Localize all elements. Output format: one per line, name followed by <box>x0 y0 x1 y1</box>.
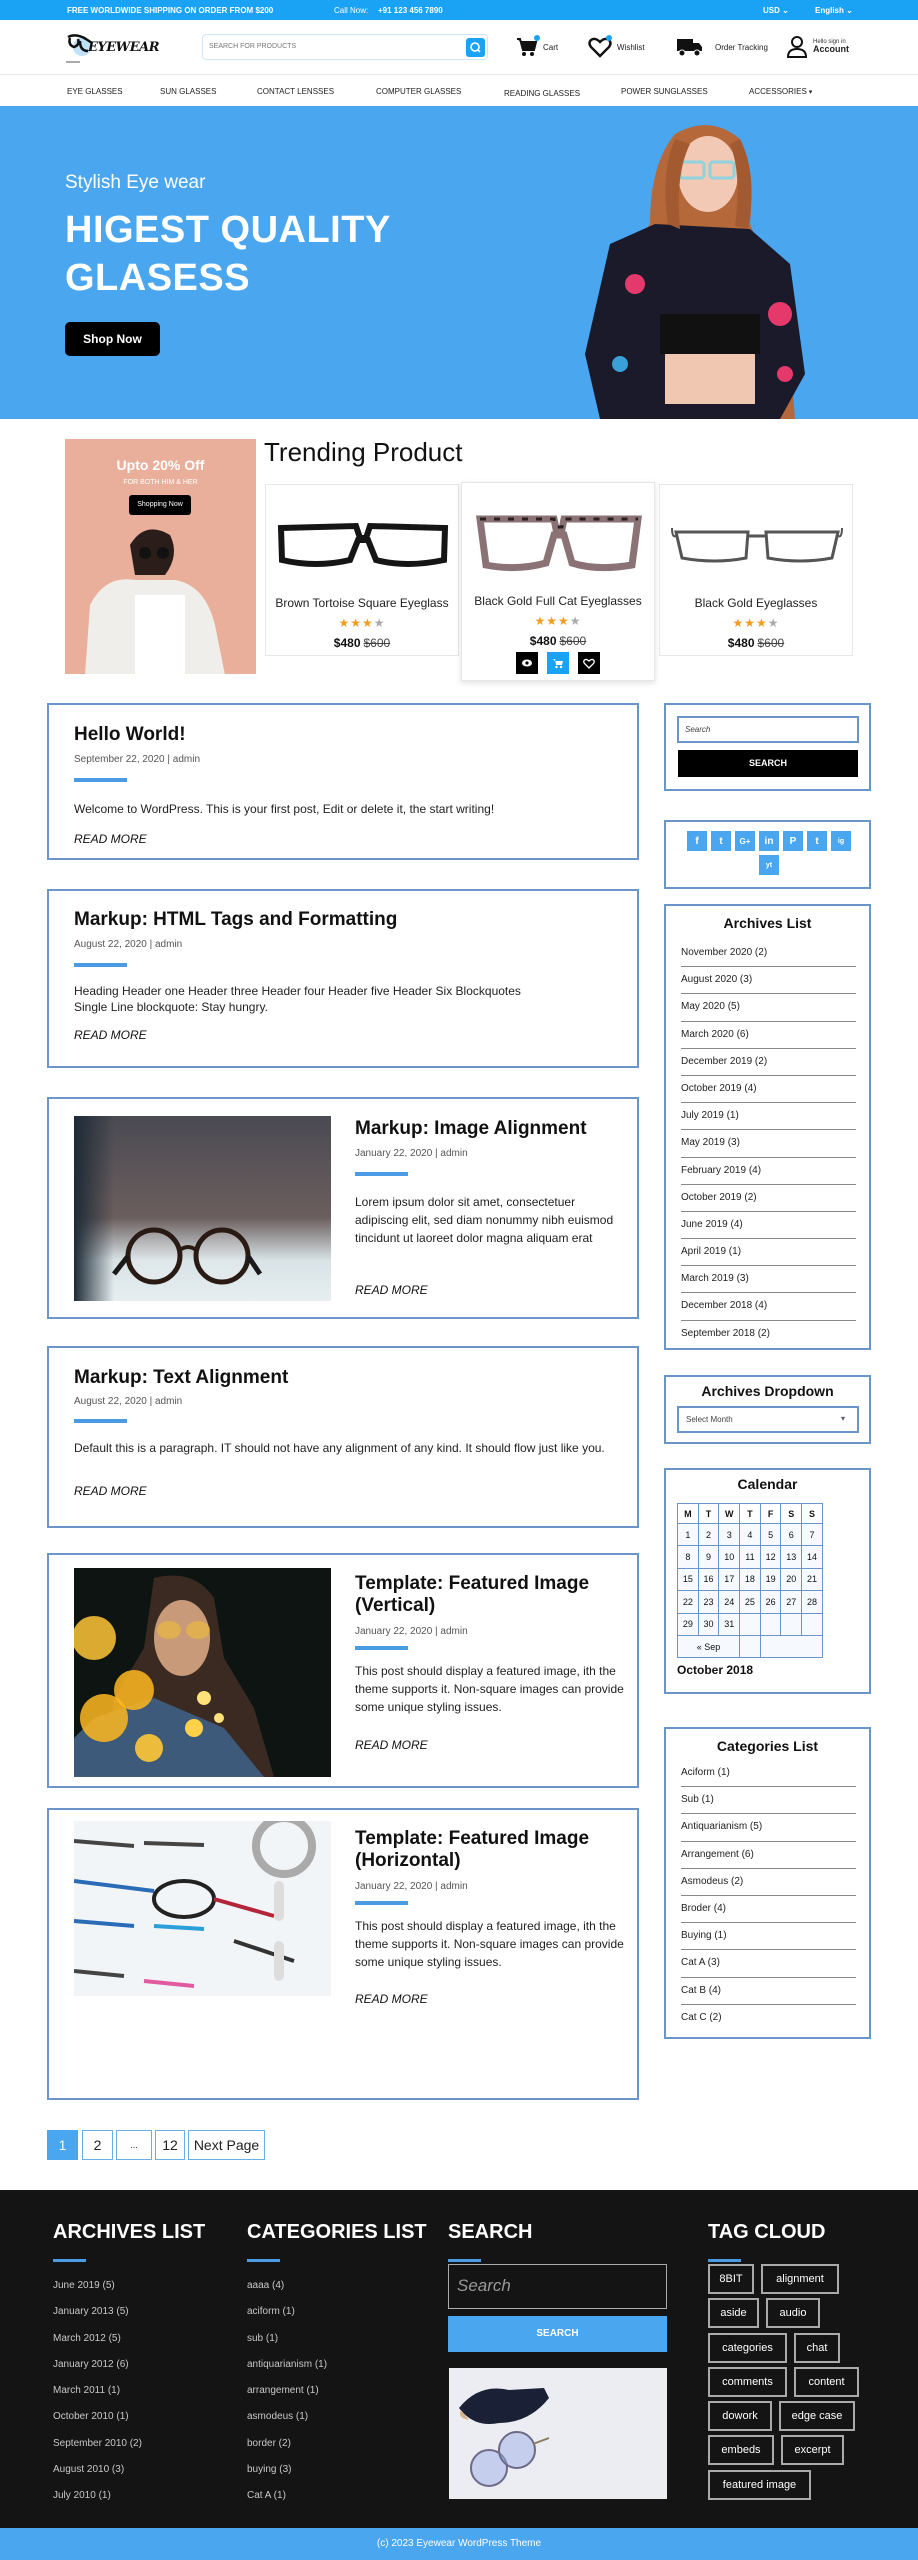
calendar-prev-link[interactable]: « Sep <box>678 1635 740 1657</box>
top-bar <box>0 0 918 20</box>
footer-archives-title: ARCHIVES LIST <box>53 2221 206 2243</box>
title-underline <box>74 1419 127 1423</box>
pinterest-icon[interactable]: P <box>783 831 803 851</box>
nav-computer-glasses[interactable]: COMPUTER GLASSES <box>376 87 462 96</box>
nav-contact-lenses[interactable]: CONTACT LENSSES <box>257 87 335 96</box>
nav-power-sunglasses[interactable]: POWER SUNGLASSES <box>621 87 708 96</box>
calendar-table: M T W T F S S 1 2 3 4 5 6 7 8 9 10 11 12 13 14 15 16 17 18 19 20 21 22 23 24 25 26 27 28 29 30 31 « Sep <box>677 1503 823 1658</box>
category-link[interactable]: sub (1) <box>247 2332 279 2344</box>
blog-post <box>47 1808 639 2100</box>
category-link[interactable]: aciform (1) <box>247 2306 295 2318</box>
title-underline <box>53 2259 86 2262</box>
footer-search-input[interactable]: Search <box>448 2264 667 2309</box>
product-card[interactable]: Black Gold Full Cat Eyeglasses ★★★★ $480 $600 <box>461 482 655 681</box>
page-12-button[interactable]: 12 <box>155 2130 185 2160</box>
sunglasses-image <box>449 2368 667 2499</box>
shop-now-button[interactable]: Shop Now <box>65 322 160 356</box>
archive-link[interactable]: September 2010 (2) <box>53 2437 142 2449</box>
product-image-cat-eye-glasses <box>472 505 646 575</box>
user-icon <box>786 35 808 59</box>
title-underline <box>355 1646 408 1650</box>
nav-sun-glasses[interactable]: SUN GLASSES <box>160 87 217 96</box>
nav-reading-glasses[interactable]: READING GLASSES <box>504 89 581 98</box>
chevron-down-icon: ▾ <box>806 89 813 96</box>
blog-post <box>47 703 639 860</box>
post-title[interactable]: Template: Featured Image (Horizontal) <box>355 1828 590 1871</box>
tag-link[interactable]: alignment <box>761 2264 839 2294</box>
post-meta: January 22, 2020 | admin <box>355 1626 468 1637</box>
main-nav <box>0 76 918 106</box>
promo-banner[interactable] <box>65 439 256 674</box>
tumblr-icon[interactable]: t <box>807 831 827 851</box>
heart-icon <box>583 658 595 669</box>
hero-model-image <box>580 114 810 419</box>
archive-link[interactable]: May 2020 (5) <box>681 994 856 1021</box>
tag-link[interactable]: excerpt <box>781 2435 844 2465</box>
archive-link[interactable]: April 2019 (1) <box>681 1239 856 1266</box>
tag-link[interactable]: edge case <box>779 2401 855 2431</box>
product-search-input[interactable]: SEARCH FOR PRODUCTS <box>202 34 488 60</box>
tag-link[interactable]: content <box>794 2367 859 2397</box>
archive-link[interactable]: May 2019 (3) <box>681 1130 856 1157</box>
category-link[interactable]: Antiquarianism (5) <box>681 1814 856 1841</box>
cart-badge <box>534 35 540 41</box>
header <box>0 20 918 75</box>
archive-link[interactable]: October 2010 (1) <box>53 2411 129 2423</box>
page-1-button[interactable]: 1 <box>47 2130 78 2160</box>
category-link[interactable]: Cat C (2) <box>681 2011 722 2023</box>
account-link[interactable]: Hello sign in Account <box>786 34 849 60</box>
logo[interactable]: EYEWEAR <box>66 33 156 63</box>
add-to-cart-button[interactable] <box>547 652 569 674</box>
title-underline <box>74 778 127 782</box>
category-link[interactable]: aaaa (4) <box>247 2280 285 2291</box>
post-title[interactable]: Markup: HTML Tags and Formatting <box>74 909 398 930</box>
shipping-notice: FREE WORLDWIDE SHIPPING ON ORDER FROM $200 <box>67 6 274 15</box>
archive-link[interactable]: March 2019 (3) <box>681 1266 856 1293</box>
woman-with-lights-image <box>74 1568 331 1777</box>
archive-link[interactable]: January 2012 (6) <box>53 2358 129 2370</box>
category-link[interactable]: buying (3) <box>247 2464 292 2476</box>
page-2-button[interactable]: 2 <box>82 2130 113 2160</box>
copyright-bar: (c) 2023 Eyewear WordPress Theme <box>0 2528 918 2560</box>
categories-widget <box>664 1727 871 2039</box>
archive-link[interactable]: December 2019 (2) <box>681 1049 856 1076</box>
blog-post <box>47 1097 639 1319</box>
post-thumbnail[interactable] <box>74 1821 331 1996</box>
read-more-link[interactable]: READ MORE <box>355 1992 428 2006</box>
post-meta: January 22, 2020 | admin <box>355 1881 468 1892</box>
archive-link[interactable]: February 2019 (4) <box>681 1158 856 1185</box>
twitter-icon[interactable]: t <box>711 831 731 851</box>
eye-icon <box>521 658 533 668</box>
post-title[interactable]: Markup: Image Alignment <box>355 1118 587 1139</box>
hero-banner <box>0 106 918 419</box>
category-link[interactable]: Cat B (4) <box>681 1978 856 2005</box>
title-underline <box>247 2259 280 2262</box>
post-title[interactable]: Template: Featured Image (Vertical) <box>355 1573 590 1616</box>
archives-dropdown-widget <box>664 1375 871 1444</box>
read-more-link[interactable]: READ MORE <box>74 1484 147 1498</box>
archives-list <box>681 940 856 1348</box>
category-link[interactable]: antiquarianism (1) <box>247 2358 328 2370</box>
tag-link[interactable]: dowork <box>708 2401 772 2431</box>
archive-link[interactable]: August 2020 (3) <box>681 967 856 994</box>
rating-stars: ★★★★ <box>732 616 780 630</box>
tag-link[interactable]: chat <box>794 2333 840 2363</box>
chevron-down-icon: ⌄ <box>846 6 853 15</box>
post-title[interactable]: Markup: Text Alignment <box>74 1367 289 1388</box>
promo-subline: FOR BOTH HIM & HER <box>123 479 198 486</box>
search-icon <box>466 38 485 57</box>
search-widget <box>664 703 871 791</box>
category-link[interactable]: arrangement (1) <box>247 2385 319 2397</box>
archives-dropdown-title: Archives Dropdown <box>701 1383 834 1399</box>
tag-link[interactable]: audio <box>766 2298 820 2328</box>
product-price: $480 $600 <box>529 634 587 648</box>
google-plus-icon[interactable]: G+ <box>735 831 755 851</box>
archive-link[interactable]: September 2018 (2) <box>681 1327 770 1339</box>
cart-icon <box>552 657 564 669</box>
tag-link[interactable]: aside <box>708 2298 759 2328</box>
social-widget <box>664 820 871 889</box>
category-link[interactable]: Buying (1) <box>681 1923 856 1950</box>
phone-number: +91 123 456 7890 <box>378 6 443 15</box>
title-underline <box>448 2259 481 2262</box>
linkedin-icon[interactable]: in <box>759 831 779 851</box>
category-link[interactable]: Aciform (1) <box>681 1760 856 1787</box>
read-more-link[interactable]: READ MORE <box>355 1738 428 1752</box>
post-meta: September 22, 2020 | admin <box>74 754 201 765</box>
tag-link[interactable]: 8BIT <box>708 2264 754 2294</box>
shopping-now-button[interactable]: Shopping Now <box>129 495 191 515</box>
footer <box>0 2190 918 2528</box>
footer-search-title: SEARCH <box>448 2221 533 2243</box>
wishlist-link[interactable]: Wishlist <box>588 34 645 60</box>
archive-link[interactable]: November 2020 (2) <box>681 940 856 967</box>
post-excerpt: This post should display a featured image, ith the theme supports it. Non-square images can provide some unique styling issues. <box>355 1919 624 1969</box>
archive-link[interactable]: July 2010 (1) <box>53 2490 111 2502</box>
cart-link[interactable]: Cart <box>516 34 558 60</box>
category-link[interactable]: asmodeus (1) <box>247 2411 309 2423</box>
product-price: $480 $600 <box>333 636 391 650</box>
product-image-wire-glasses <box>670 510 844 580</box>
title-underline <box>708 2259 741 2262</box>
calendar-caption: October 2018 <box>677 1663 754 1677</box>
category-link[interactable]: Arrangement (6) <box>681 1842 856 1869</box>
product-price: $480 $600 <box>727 636 785 650</box>
archives-title: Archives List <box>723 915 812 931</box>
nav-eye-glasses[interactable]: EYE GLASSES <box>67 87 123 96</box>
product-card[interactable]: Brown Tortoise Square Eyeglass ★★★★ $480 $600 <box>265 484 459 656</box>
blog-post <box>47 1553 639 1788</box>
footer-tags-title: TAG CLOUD <box>708 2221 826 2243</box>
tag-link[interactable]: featured image <box>708 2470 811 2500</box>
title-underline <box>355 1901 408 1905</box>
dropdown-arrow-icon: ▾ <box>840 1414 845 1423</box>
archive-link[interactable]: October 2019 (4) <box>681 1076 856 1103</box>
category-link[interactable]: Broder (4) <box>681 1896 856 1923</box>
add-to-wishlist-button[interactable] <box>578 652 600 674</box>
next-page-button[interactable]: Next Page <box>188 2130 265 2160</box>
archive-link[interactable]: June 2019 (4) <box>681 1212 856 1239</box>
archive-link[interactable]: March 2011 (1) <box>53 2385 121 2397</box>
footer-search-button[interactable]: SEARCH <box>448 2316 667 2352</box>
read-more-link[interactable]: READ MORE <box>74 832 147 846</box>
tag-link[interactable]: embeds <box>708 2435 774 2465</box>
language-select[interactable]: English ⌄ <box>815 6 853 15</box>
sidebar-search-input[interactable]: Search <box>677 716 859 743</box>
hero-subtitle: Stylish Eye wear <box>65 172 206 193</box>
rating-stars: ★★★★ <box>534 614 582 628</box>
product-card[interactable]: Black Gold Eyeglasses ★★★★ $480 $600 <box>659 484 853 656</box>
post-excerpt: Default this is a paragraph. IT should not have any alignment of any kind. It should flow just like you. <box>74 1441 605 1455</box>
post-title[interactable]: Hello World! <box>74 724 186 745</box>
category-link[interactable]: Sub (1) <box>681 1787 856 1814</box>
footer-archives-list <box>53 2273 142 2510</box>
logo-underline <box>66 61 80 63</box>
archive-link[interactable]: June 2019 (5) <box>53 2280 115 2291</box>
youtube-icon[interactable]: yt <box>759 855 779 875</box>
post-thumbnail[interactable] <box>74 1116 331 1301</box>
post-excerpt: This post should display a featured image, ith the theme supports it. Non-square images can provide some unique styling issues. <box>355 1664 624 1714</box>
trending-title: Trending Product <box>264 437 463 467</box>
promo-model-image <box>65 515 256 674</box>
archive-link[interactable]: December 2018 (4) <box>681 1293 856 1320</box>
tag-link[interactable]: categories <box>708 2333 787 2363</box>
post-meta: January 22, 2020 | admin <box>355 1148 468 1159</box>
post-thumbnail[interactable] <box>74 1568 331 1777</box>
archive-link[interactable]: August 2010 (3) <box>53 2464 125 2476</box>
archive-link[interactable]: March 2012 (5) <box>53 2332 121 2344</box>
tag-link[interactable]: comments <box>708 2367 787 2397</box>
nav-accessories[interactable]: ACCESSORIES ▾ <box>749 87 813 96</box>
post-meta: August 22, 2020 | admin <box>74 939 183 950</box>
currency-select[interactable]: USD ⌄ <box>763 6 789 15</box>
facebook-icon[interactable]: f <box>687 831 707 851</box>
read-more-link[interactable]: READ MORE <box>74 1028 147 1042</box>
instagram-icon[interactable]: ig <box>831 831 851 851</box>
blog-post <box>47 1346 639 1528</box>
product-actions <box>462 652 654 674</box>
category-link[interactable]: border (2) <box>247 2437 291 2449</box>
glasses-display-image <box>74 1821 331 1996</box>
categories-list <box>681 1760 856 2032</box>
sidebar-search-button[interactable]: SEARCH <box>678 750 858 777</box>
calendar-widget <box>664 1468 871 1694</box>
rating-stars: ★★★★ <box>338 616 386 630</box>
post-meta: August 22, 2020 | admin <box>74 1396 183 1407</box>
title-underline <box>355 1172 408 1176</box>
read-more-link[interactable]: READ MORE <box>355 1283 428 1297</box>
chevron-down-icon: ⌄ <box>782 6 789 15</box>
category-link[interactable]: Cat A (1) <box>247 2490 286 2502</box>
footer-sunglasses-image <box>449 2368 667 2499</box>
archive-link[interactable]: March 2020 (6) <box>681 1022 856 1049</box>
blog-post <box>47 889 639 1068</box>
quick-view-button[interactable] <box>516 652 538 674</box>
categories-title: Categories List <box>716 1738 819 1754</box>
hero-title: HIGEST QUALITY GLASESS <box>65 209 391 299</box>
product-image-square-glasses <box>276 510 450 580</box>
promo-headline: Upto 20% Off <box>116 457 205 473</box>
wishlist-badge <box>606 35 612 41</box>
archive-link[interactable]: October 2019 (2) <box>681 1185 856 1212</box>
archives-widget <box>664 904 871 1350</box>
post-excerpt: Lorem ipsum dolor sit amet, consectetuer adipiscing elit, sed diam nonummy nibh euismod tincidunt ut laoreet dolor magna aliquam erat <box>355 1195 614 1245</box>
search-button[interactable] <box>466 38 485 57</box>
archive-link[interactable]: July 2019 (1) <box>681 1103 856 1130</box>
month-select[interactable]: Select Month ▾ <box>677 1406 859 1433</box>
page-ellipsis: ... <box>116 2130 152 2160</box>
post-excerpt: Heading Header one Header three Header four Header five Header Six Blockquotes Single Line blockquote: Stay hungry. <box>74 984 521 1014</box>
footer-categories-list <box>247 2273 327 2510</box>
title-underline <box>74 963 127 967</box>
truck-icon <box>676 36 704 58</box>
category-link[interactable]: Cat A (3) <box>681 1950 856 1977</box>
archive-link[interactable]: January 2013 (5) <box>53 2306 129 2318</box>
call-label: Call Now: <box>334 6 369 15</box>
category-link[interactable]: Asmodeus (2) <box>681 1869 856 1896</box>
post-excerpt: Welcome to WordPress. This is your first post, Edit or delete it, the start writing! <box>74 802 495 816</box>
order-tracking-link[interactable]: Order Tracking <box>676 34 768 60</box>
calendar-title: Calendar <box>737 1476 798 1492</box>
footer-categories-title: CATEGORIES LIST <box>247 2221 427 2243</box>
